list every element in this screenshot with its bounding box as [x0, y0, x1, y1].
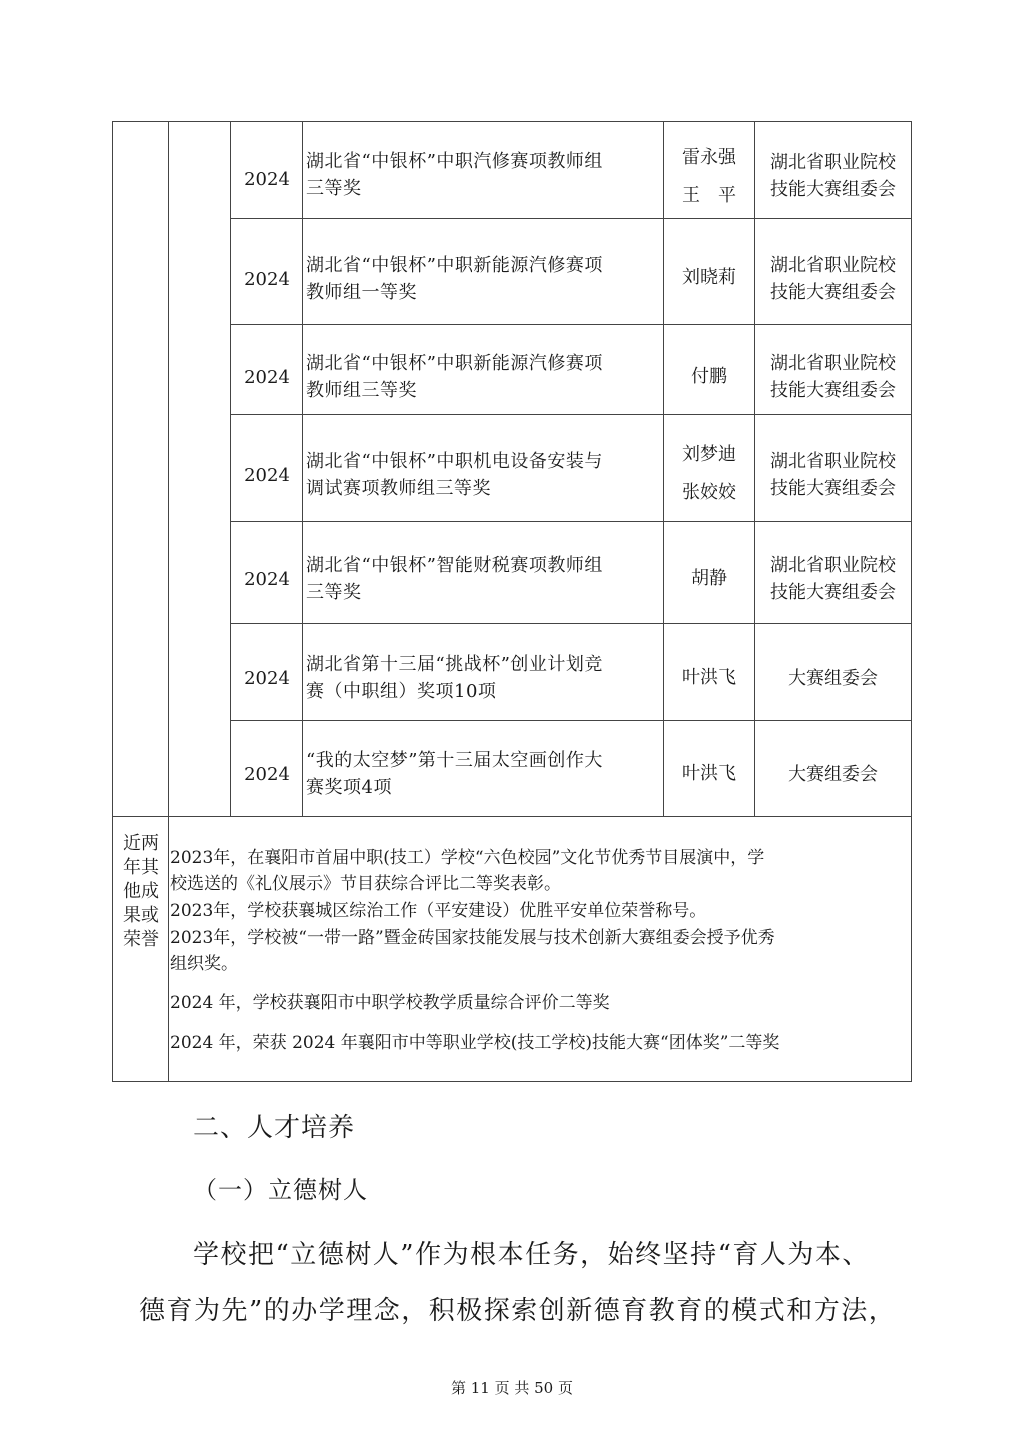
org-line: 湖北省职业院校 — [770, 451, 896, 472]
org-line: 湖北省职业院校 — [770, 555, 896, 576]
honors-label — [114, 832, 168, 952]
table-border-right — [911, 121, 912, 1081]
row-divider — [230, 720, 912, 721]
row-award — [306, 148, 666, 202]
org-line: 湖北省职业院校 — [770, 255, 896, 276]
row-person — [664, 560, 754, 598]
org-line: 湖北省职业院校 — [770, 152, 896, 173]
person-name: 叶洪飞 — [682, 667, 736, 688]
section-subtitle: （一）立德树人 — [193, 1176, 368, 1204]
row-award — [306, 350, 666, 404]
table-border-top — [112, 121, 912, 122]
award-line: 湖北省第十三届“挑战杯”创业计划竞 — [306, 654, 603, 675]
person-name: 刘晓莉 — [682, 267, 736, 288]
honors-label-char: 近两 — [123, 833, 159, 854]
award-line: 教师组三等奖 — [306, 380, 417, 401]
row-year: 2024 — [244, 169, 290, 190]
org-line: 技能大赛组委会 — [770, 478, 896, 499]
org-line: 技能大赛组委会 — [770, 282, 896, 303]
award-line: 三等奖 — [306, 178, 362, 199]
row-org — [755, 350, 911, 404]
row-award — [306, 747, 666, 801]
row-year: 2024 — [244, 367, 290, 388]
org-line: 大赛组委会 — [788, 668, 878, 689]
award-line: 调试赛项教师组三等奖 — [306, 478, 491, 499]
award-line: 教师组一等奖 — [306, 282, 417, 303]
award-line: 赛奖项4项 — [306, 777, 392, 798]
col-divider — [302, 121, 303, 816]
org-line: 技能大赛组委会 — [770, 582, 896, 603]
person-name: 胡静 — [691, 568, 727, 589]
award-line: 湖北省“中银杯”中职汽修赛项教师组 — [306, 151, 603, 172]
person-name: 张姣姣 — [682, 482, 736, 503]
row-divider — [230, 324, 912, 325]
honors-label-char: 年其 — [123, 857, 159, 878]
row-org — [755, 252, 911, 306]
person-name: 叶洪飞 — [682, 763, 736, 784]
award-line: “我的太空梦”第十三届太空画创作大 — [306, 750, 603, 771]
honors-label-char: 荣誉 — [123, 929, 159, 950]
award-line: 湖北省“中银杯”中职机电设备安装与 — [306, 451, 603, 472]
row-person — [664, 436, 754, 512]
row-award — [306, 651, 666, 705]
row-divider — [112, 816, 912, 817]
honor-line: 校选送的《礼仪展示》节目获综合评比二等奖表彰。 — [170, 874, 561, 894]
honors-label-char: 他成 — [123, 881, 159, 902]
row-award — [306, 552, 666, 606]
award-line: 湖北省“中银杯”中职新能源汽修赛项 — [306, 353, 603, 374]
org-line: 技能大赛组委会 — [770, 380, 896, 401]
col-divider — [168, 121, 169, 1081]
person-name: 付鹏 — [691, 366, 727, 387]
row-divider — [230, 521, 912, 522]
row-org — [755, 665, 911, 692]
award-line: 湖北省“中银杯”智能财税赛项教师组 — [306, 555, 603, 576]
award-line: 三等奖 — [306, 582, 362, 603]
table-border-bottom — [112, 1081, 912, 1082]
org-line: 大赛组委会 — [788, 764, 878, 785]
row-org — [755, 448, 911, 502]
row-org — [755, 761, 911, 788]
honor-line: 2023年，在襄阳市首届中职(技工）学校“六色校园”文化节优秀节目展演中，学 — [170, 848, 765, 868]
honor-line: 2023年，学校被“一带一路”暨金砖国家技能发展与技术创新大赛组委会授予优秀 — [170, 928, 775, 948]
row-divider — [230, 414, 912, 415]
org-line: 技能大赛组委会 — [770, 179, 896, 200]
honor-line: 2023年，学校获襄城区综治工作（平安建设）优胜平安单位荣誉称号。 — [170, 901, 707, 921]
row-award — [306, 448, 666, 502]
page-number: 第 11 页 共 50 页 — [450, 1379, 573, 1397]
row-person — [664, 139, 754, 215]
row-person — [664, 659, 754, 697]
honor-line: 组织奖。 — [170, 954, 238, 974]
award-line: 湖北省“中银杯”中职新能源汽修赛项 — [306, 255, 603, 276]
person-name: 刘梦迪 — [682, 444, 736, 465]
honors-label-char: 果或 — [123, 905, 159, 926]
row-divider — [230, 623, 912, 624]
table-border-left — [112, 121, 113, 1081]
row-award — [306, 252, 666, 306]
row-year: 2024 — [244, 569, 290, 590]
row-year: 2024 — [244, 764, 290, 785]
row-org — [755, 552, 911, 606]
row-year: 2024 — [244, 269, 290, 290]
section-title: 二、人才培养 — [193, 1113, 356, 1143]
body-paragraph-line: 德育为先”的办学理念，积极探索创新德育教育的模式和方法， — [139, 1296, 897, 1326]
person-name: 王 平 — [682, 185, 736, 206]
honor-line: 2024 年，荣获 2024 年襄阳市中等职业学校(技工学校)技能大赛“团体奖”二等奖 — [170, 1033, 780, 1053]
org-line: 湖北省职业院校 — [770, 353, 896, 374]
row-person — [664, 755, 754, 793]
row-person — [664, 259, 754, 297]
honor-line: 2024 年，学校获襄阳市中职学校教学质量综合评价二等奖 — [170, 993, 610, 1013]
row-year: 2024 — [244, 668, 290, 689]
col-divider — [230, 121, 231, 816]
row-year: 2024 — [244, 465, 290, 486]
person-name: 雷永强 — [682, 147, 736, 168]
row-org — [755, 149, 911, 203]
award-line: 赛（中职组）奖项10项 — [306, 681, 497, 702]
row-divider — [230, 218, 912, 219]
row-person — [664, 358, 754, 396]
body-paragraph-line: 学校把“立德树人”作为根本任务，始终坚持“育人为本、 — [193, 1240, 870, 1270]
